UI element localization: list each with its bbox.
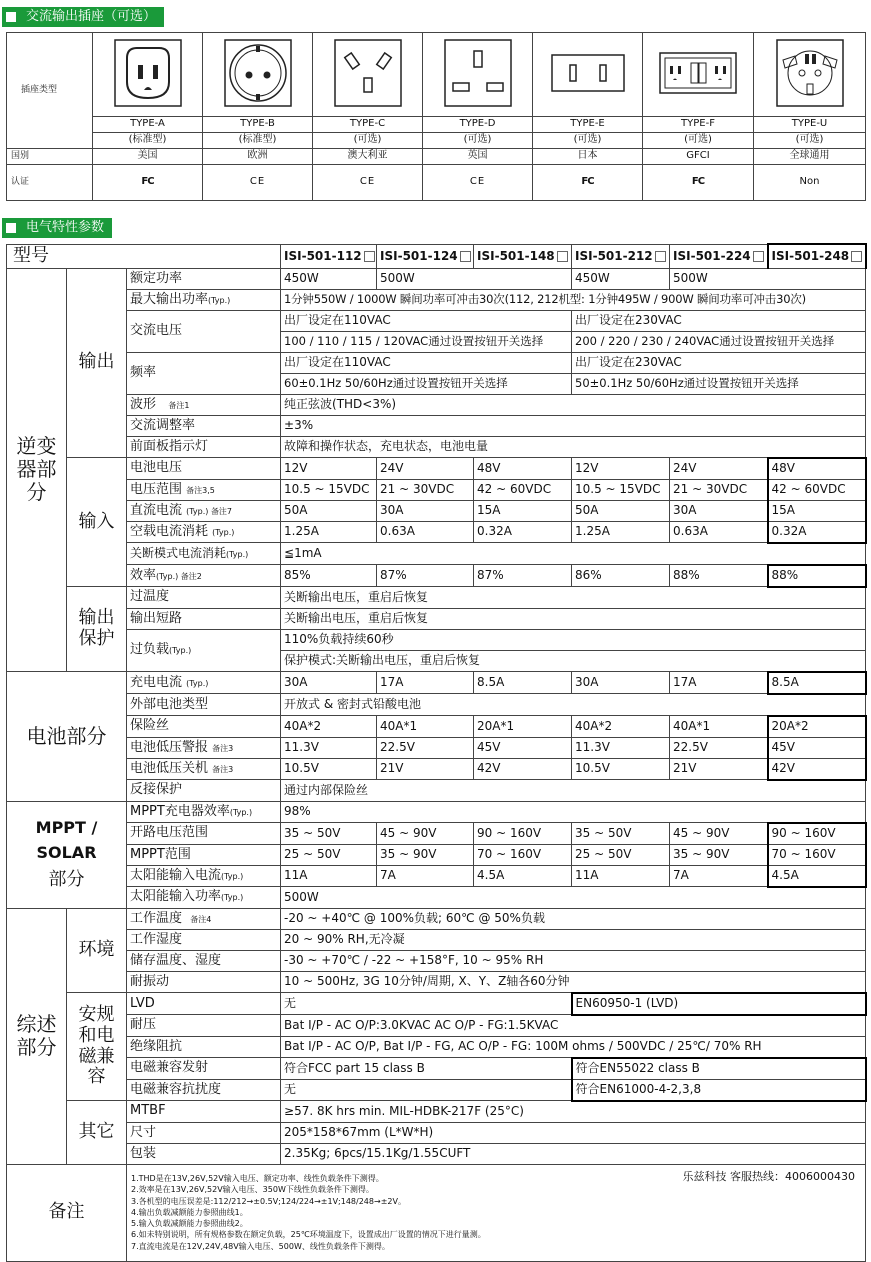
value-cell: 保护模式:关断输出电压，重启后恢复 bbox=[281, 650, 866, 672]
param-label: 频率 bbox=[127, 352, 281, 394]
value-cell: 40A*2 bbox=[281, 716, 377, 738]
value-cell: 21V bbox=[670, 758, 768, 780]
value-cell: 50A bbox=[281, 500, 377, 521]
row-no-load bbox=[7, 521, 866, 543]
socket-type-note: (可选) bbox=[754, 133, 866, 149]
value-cell: EN60950-1 (LVD) bbox=[572, 993, 866, 1015]
value-cell: 42 ~ 60VDC bbox=[768, 479, 866, 500]
type-e-socket-icon bbox=[533, 33, 643, 117]
param-label: 包装 bbox=[127, 1143, 281, 1164]
value-cell: 70 ~ 160V bbox=[474, 844, 572, 865]
param-label: 耐振动 bbox=[127, 971, 281, 993]
row-mppt-eff bbox=[7, 801, 866, 823]
value-cell: 20 ~ 90% RH,无冷凝 bbox=[281, 929, 866, 950]
country-cell: 全球通用 bbox=[754, 149, 866, 165]
value-cell: 符合EN61000-4-2,3,8 bbox=[572, 1079, 866, 1101]
row-charge-current bbox=[7, 672, 866, 694]
fcc-logo-icon: FC bbox=[643, 165, 754, 201]
value-cell: 10 ~ 500Hz, 3G 10分钟/周期, X、Y、Z轴各60分钟 bbox=[281, 971, 866, 993]
value-cell: 通过内部保险丝 bbox=[281, 780, 866, 802]
type-u-socket-icon bbox=[754, 33, 866, 117]
param-label: 过负载(Typ.) bbox=[127, 629, 281, 672]
param-label: LVD bbox=[127, 993, 281, 1015]
value-cell: 出厂设定在110VAC bbox=[281, 352, 572, 373]
model-cell: ISI-501-148 bbox=[474, 244, 572, 268]
cert-none: Non bbox=[754, 165, 866, 201]
value-cell: 20A*1 bbox=[474, 716, 572, 738]
param-label: MPPT范围 bbox=[127, 844, 281, 865]
type-b-socket-icon bbox=[203, 33, 313, 117]
value-cell: 8.5A bbox=[474, 672, 572, 694]
socket-type-note: (可选) bbox=[533, 133, 643, 149]
group-inverter: 逆变器部分 bbox=[7, 268, 67, 672]
value-cell: 21V bbox=[377, 758, 474, 780]
row-fuse bbox=[7, 716, 866, 738]
row-battery-voltage bbox=[7, 458, 866, 480]
socket-table bbox=[6, 32, 866, 201]
param-label: 储存温度、湿度 bbox=[127, 950, 281, 971]
value-cell: 故障和操作状态，充电状态，电池电量 bbox=[281, 436, 866, 458]
value-cell: 0.32A bbox=[474, 521, 572, 543]
socket-type-note: (可选) bbox=[313, 133, 423, 149]
param-label: 保险丝 bbox=[127, 716, 281, 738]
ce-logo-icon: CE bbox=[313, 165, 423, 201]
country-row bbox=[7, 149, 866, 165]
param-label: 电压范围 备注3,5 bbox=[127, 479, 281, 500]
note-line: 7.直流电流是在12V,24V,48V输入电压、500W、线性负载条件下测得。 bbox=[131, 1241, 390, 1251]
value-cell: 纯正弦波(THD<3%) bbox=[281, 394, 866, 415]
sub-safety-emc: 安规和电磁兼容 bbox=[67, 993, 127, 1101]
row-voc bbox=[7, 823, 866, 845]
param-label: 电池电压 bbox=[127, 458, 281, 480]
value-cell: 15A bbox=[768, 500, 866, 521]
value-cell: 22.5V bbox=[670, 737, 768, 758]
param-label: 太阳能输入电流(Typ.) bbox=[127, 865, 281, 887]
row-ac-voltage bbox=[7, 310, 866, 331]
value-cell: 48V bbox=[768, 458, 866, 480]
socket-type-name: TYPE-C bbox=[313, 117, 423, 133]
model-label: 型号 bbox=[7, 244, 281, 268]
type-d-socket-icon bbox=[423, 33, 533, 117]
param-label: 工作温度 备注4 bbox=[127, 908, 281, 929]
row-isolation bbox=[7, 1036, 866, 1058]
param-label: 充电电流 (Typ.) bbox=[127, 672, 281, 694]
value-cell: 50A bbox=[572, 500, 670, 521]
param-label: 波形 备注1 bbox=[127, 394, 281, 415]
value-cell: 8.5A bbox=[768, 672, 866, 694]
value-cell: 21 ~ 30VDC bbox=[670, 479, 768, 500]
row-emi bbox=[7, 1058, 866, 1080]
note-line: 4.输出负载减额能力参照曲线1。 bbox=[131, 1207, 248, 1217]
section-title-electrical: 电气特性参数 bbox=[2, 218, 112, 238]
value-cell: 45V bbox=[474, 737, 572, 758]
value-cell: 35 ~ 50V bbox=[281, 823, 377, 845]
param-label: 关断模式电流消耗(Typ.) bbox=[127, 543, 281, 565]
value-cell: 符合EN55022 class B bbox=[572, 1058, 866, 1080]
value-cell: 无 bbox=[281, 1079, 572, 1101]
row-waveform bbox=[7, 394, 866, 415]
type-f-socket-icon bbox=[643, 33, 754, 117]
row-solar-current bbox=[7, 865, 866, 887]
value-cell: 关断输出电压，重启后恢复 bbox=[281, 608, 866, 629]
value-cell: 35 ~ 90V bbox=[670, 844, 768, 865]
group-mppt: MPPT / SOLAR 部分 bbox=[7, 801, 127, 908]
row-vibration bbox=[7, 971, 866, 993]
group-notes: 备注 bbox=[7, 1164, 127, 1261]
value-cell: 0.63A bbox=[670, 521, 768, 543]
model-cell: ISI-501-248 bbox=[768, 244, 866, 268]
country-cell: 日本 bbox=[533, 149, 643, 165]
value-cell: 35 ~ 50V bbox=[572, 823, 670, 845]
value-cell: 70 ~ 160V bbox=[768, 844, 866, 865]
note-line: 5.输入负载减额能力参照曲线2。 bbox=[131, 1219, 248, 1229]
checkbox-icon bbox=[753, 251, 764, 262]
value-cell: 17A bbox=[670, 672, 768, 694]
param-label: MTBF bbox=[127, 1101, 281, 1123]
value-cell: 450W bbox=[572, 268, 670, 289]
value-cell: 25 ~ 50V bbox=[572, 844, 670, 865]
param-label: 交流调整率 bbox=[127, 415, 281, 436]
param-label: 电池低压警报 备注3 bbox=[127, 737, 281, 758]
ce-logo-icon: CE bbox=[423, 165, 533, 201]
value-cell: 45V bbox=[768, 737, 866, 758]
value-cell: 无 bbox=[281, 993, 572, 1015]
value-cell: 98% bbox=[281, 801, 866, 823]
sub-other: 其它 bbox=[67, 1101, 127, 1165]
row-rated-power bbox=[7, 268, 866, 289]
value-cell: -30 ~ +70℃ / -22 ~ +158°F, 10 ~ 95% RH bbox=[281, 950, 866, 971]
param-label: 过温度 bbox=[127, 587, 281, 609]
value-cell: 11.3V bbox=[281, 737, 377, 758]
value-cell: 85% bbox=[281, 565, 377, 587]
value-cell: 11A bbox=[281, 865, 377, 887]
socket-note-row bbox=[7, 133, 866, 149]
value-cell: 出厂设定在230VAC bbox=[572, 310, 866, 331]
socket-type-name: TYPE-A bbox=[93, 117, 203, 133]
socket-type-note: (可选) bbox=[643, 133, 754, 149]
checkbox-icon bbox=[460, 251, 471, 262]
note-line: 1.THD是在13V,26V,52V输入电压、额定功率、线性负载条件下测得。 bbox=[131, 1174, 384, 1184]
value-cell: 40A*1 bbox=[377, 716, 474, 738]
value-cell: 开放式 & 密封式铅酸电池 bbox=[281, 694, 866, 716]
value-cell: 45 ~ 90V bbox=[670, 823, 768, 845]
param-label: 前面板指示灯 bbox=[127, 436, 281, 458]
value-cell: 17A bbox=[377, 672, 474, 694]
country-label: 国别 bbox=[7, 149, 93, 165]
socket-type-name: TYPE-U bbox=[754, 117, 866, 133]
value-cell: 90 ~ 160V bbox=[474, 823, 572, 845]
value-cell: 500W bbox=[377, 268, 572, 289]
value-cell: 42V bbox=[768, 758, 866, 780]
value-cell: 30A bbox=[572, 672, 670, 694]
group-battery: 电池部分 bbox=[7, 672, 127, 802]
value-cell: 0.63A bbox=[377, 521, 474, 543]
param-label: 电池低压关机 备注3 bbox=[127, 758, 281, 780]
spec-table bbox=[6, 243, 867, 1262]
model-cell: ISI-501-112 bbox=[281, 244, 377, 268]
param-label: 额定功率 bbox=[127, 268, 281, 289]
note-line: 2.效率是在13V,26V,52V输入电压、350W下线性负载条件下测得。 bbox=[131, 1185, 374, 1195]
value-cell: 4.5A bbox=[768, 865, 866, 887]
square-bullet-icon bbox=[6, 223, 16, 233]
cert-label: 认证 bbox=[7, 165, 93, 201]
row-overload bbox=[7, 629, 866, 650]
square-bullet-icon bbox=[6, 12, 16, 22]
value-cell: 21 ~ 30VDC bbox=[377, 479, 474, 500]
value-cell: 7A bbox=[377, 865, 474, 887]
row-reverse bbox=[7, 780, 866, 802]
row-size bbox=[7, 1122, 866, 1143]
value-cell: 11A bbox=[572, 865, 670, 887]
param-label: 耐压 bbox=[127, 1015, 281, 1037]
country-cell: 欧洲 bbox=[203, 149, 313, 165]
row-short bbox=[7, 608, 866, 629]
value-cell: 90 ~ 160V bbox=[768, 823, 866, 845]
row-dc-current bbox=[7, 500, 866, 521]
model-cell: ISI-501-212 bbox=[572, 244, 670, 268]
socket-type-note: (标准型) bbox=[93, 133, 203, 149]
row-lvd bbox=[7, 993, 866, 1015]
value-cell: 205*158*67mm (L*W*H) bbox=[281, 1122, 866, 1143]
row-work-temp bbox=[7, 908, 866, 929]
param-label: 电磁兼容发射 bbox=[127, 1058, 281, 1080]
value-cell: ≥57. 8K hrs min. MIL-HDBK-217F (25°C) bbox=[281, 1101, 866, 1123]
type-c-socket-icon bbox=[313, 33, 423, 117]
model-cell: ISI-501-124 bbox=[377, 244, 474, 268]
param-label: 反接保护 bbox=[127, 780, 281, 802]
value-cell: 0.32A bbox=[768, 521, 866, 543]
socket-type-note: (标准型) bbox=[203, 133, 313, 149]
value-cell: 42 ~ 60VDC bbox=[474, 479, 572, 500]
checkbox-icon bbox=[851, 251, 862, 262]
row-off-mode bbox=[7, 543, 866, 565]
value-cell: 86% bbox=[572, 565, 670, 587]
socket-type-name: TYPE-D bbox=[423, 117, 533, 133]
row-low-alarm bbox=[7, 737, 866, 758]
value-cell: 88% bbox=[768, 565, 866, 587]
value-cell: 22.5V bbox=[377, 737, 474, 758]
param-label: 太阳能输入功率(Typ.) bbox=[127, 887, 281, 909]
value-cell: Bat I/P - AC O/P:3.0KVAC AC O/P - FG:1.5KVAC bbox=[281, 1015, 866, 1037]
socket-type-name: TYPE-F bbox=[643, 117, 754, 133]
value-cell: 10.5 ~ 15VDC bbox=[281, 479, 377, 500]
note-line: 6.如未特别说明，所有规格参数在额定负载，25℃环境温度下，设置成出厂设置的情况下进行量测。 bbox=[131, 1230, 486, 1240]
row-voltage-range bbox=[7, 479, 866, 500]
value-cell: 450W bbox=[281, 268, 377, 289]
socket-image-row bbox=[7, 33, 866, 117]
socket-type-name: TYPE-B bbox=[203, 117, 313, 133]
sub-protection: 输出保护 bbox=[67, 587, 127, 672]
note-line: 3.各机型的电压误差是:112/212→±0.5V;124/224→±1V;148/248→±2V。 bbox=[131, 1196, 406, 1206]
country-cell: 英国 bbox=[423, 149, 533, 165]
value-cell: ±3% bbox=[281, 415, 866, 436]
param-label: 电磁兼容抗扰度 bbox=[127, 1079, 281, 1101]
value-cell: 关断输出电压，重启后恢复 bbox=[281, 587, 866, 609]
notes-cell bbox=[127, 1164, 866, 1261]
socket-type-name: TYPE-E bbox=[533, 117, 643, 133]
row-regulation bbox=[7, 415, 866, 436]
model-cell: ISI-501-224 bbox=[670, 244, 768, 268]
param-label: 效率(Typ.) 备注2 bbox=[127, 565, 281, 587]
value-cell: 10.5V bbox=[572, 758, 670, 780]
cert-row bbox=[7, 165, 866, 201]
value-cell: 25 ~ 50V bbox=[281, 844, 377, 865]
value-cell: 4.5A bbox=[474, 865, 572, 887]
row-work-humidity bbox=[7, 929, 866, 950]
row-low-off bbox=[7, 758, 866, 780]
value-cell: 出厂设定在230VAC bbox=[572, 352, 866, 373]
value-cell: 10.5V bbox=[281, 758, 377, 780]
value-cell: 符合FCC part 15 class B bbox=[281, 1058, 572, 1080]
socket-type-label: 插座类型 bbox=[7, 33, 93, 149]
sub-output: 输出 bbox=[67, 268, 127, 458]
value-cell: 15A bbox=[474, 500, 572, 521]
value-cell: 30A bbox=[377, 500, 474, 521]
checkbox-icon bbox=[655, 251, 666, 262]
row-notes bbox=[7, 1164, 866, 1261]
param-label: 交流电压 bbox=[127, 310, 281, 352]
value-cell: 20A*2 bbox=[768, 716, 866, 738]
param-label: MPPT充电器效率(Typ.) bbox=[127, 801, 281, 823]
param-label: 输出短路 bbox=[127, 608, 281, 629]
value-cell: 87% bbox=[377, 565, 474, 587]
param-label: 开路电压范围 bbox=[127, 823, 281, 845]
value-cell: 50±0.1Hz 50/60Hz通过设置按钮开关选择 bbox=[572, 373, 866, 394]
row-indicator bbox=[7, 436, 866, 458]
value-cell: ≦1mA bbox=[281, 543, 866, 565]
row-pack bbox=[7, 1143, 866, 1164]
value-cell: 110%负载持续60秒 bbox=[281, 629, 866, 650]
value-cell: 12V bbox=[281, 458, 377, 480]
param-label: 外部电池类型 bbox=[127, 694, 281, 716]
param-label: 工作湿度 bbox=[127, 929, 281, 950]
value-cell: 500W bbox=[281, 887, 866, 909]
country-cell: 美国 bbox=[93, 149, 203, 165]
socket-name-row bbox=[7, 117, 866, 133]
value-cell: 40A*1 bbox=[670, 716, 768, 738]
fcc-logo-icon: FC bbox=[533, 165, 643, 201]
value-cell: 1分钟550W / 1000W 瞬间功率可冲击30次(112, 212机型: 1分钟495W / 900W 瞬间功率可冲击30次) bbox=[281, 289, 866, 310]
value-cell: 1.25A bbox=[281, 521, 377, 543]
value-cell: Bat I/P - AC O/P, Bat I/P - FG, AC O/P - FG: 100M ohms / 500VDC / 25℃/ 70% RH bbox=[281, 1036, 866, 1058]
row-storage bbox=[7, 950, 866, 971]
value-cell: 48V bbox=[474, 458, 572, 480]
row-ems bbox=[7, 1079, 866, 1101]
param-label: 尺寸 bbox=[127, 1122, 281, 1143]
param-label: 绝缘阻抗 bbox=[127, 1036, 281, 1058]
value-cell: 1.25A bbox=[572, 521, 670, 543]
param-label: 直流电流 (Typ.) 备注7 bbox=[127, 500, 281, 521]
value-cell: 10.5 ~ 15VDC bbox=[572, 479, 670, 500]
value-cell: 42V bbox=[474, 758, 572, 780]
country-cell: 澳大利亚 bbox=[313, 149, 423, 165]
value-cell: 30A bbox=[281, 672, 377, 694]
value-cell: 500W bbox=[670, 268, 866, 289]
value-cell: 11.3V bbox=[572, 737, 670, 758]
socket-type-note: (可选) bbox=[423, 133, 533, 149]
type-a-socket-icon bbox=[93, 33, 203, 117]
value-cell: -20 ~ +40℃ @ 100%负载; 60℃ @ 50%负载 bbox=[281, 908, 866, 929]
param-label: 空载电流消耗 (Typ.) bbox=[127, 521, 281, 543]
row-solar-power bbox=[7, 887, 866, 909]
model-row bbox=[7, 244, 866, 268]
value-cell: 100 / 110 / 115 / 120VAC通过设置按钮开关选择 bbox=[281, 331, 572, 352]
sub-environment: 环境 bbox=[67, 908, 127, 993]
row-over-temp bbox=[7, 587, 866, 609]
group-general: 综述部分 bbox=[7, 908, 67, 1164]
param-label: 最大输出功率(Typ.) bbox=[127, 289, 281, 310]
row-mtbf bbox=[7, 1101, 866, 1123]
value-cell: 12V bbox=[572, 458, 670, 480]
value-cell: 45 ~ 90V bbox=[377, 823, 474, 845]
value-cell: 30A bbox=[670, 500, 768, 521]
row-max-power bbox=[7, 289, 866, 310]
row-withstand bbox=[7, 1015, 866, 1037]
row-efficiency bbox=[7, 565, 866, 587]
value-cell: 出厂设定在110VAC bbox=[281, 310, 572, 331]
checkbox-icon bbox=[557, 251, 568, 262]
checkbox-icon bbox=[364, 251, 375, 262]
value-cell: 87% bbox=[474, 565, 572, 587]
hotline-text: 乐兹科技 客服热线：4006000430 bbox=[682, 1169, 856, 1183]
value-cell: 88% bbox=[670, 565, 768, 587]
row-frequency bbox=[7, 352, 866, 373]
fcc-logo-icon: FC bbox=[93, 165, 203, 201]
row-battery-type bbox=[7, 694, 866, 716]
value-cell: 2.35Kg; 6pcs/15.1Kg/1.55CUFT bbox=[281, 1143, 866, 1164]
value-cell: 24V bbox=[377, 458, 474, 480]
ce-logo-icon: CE bbox=[203, 165, 313, 201]
row-mppt-range bbox=[7, 844, 866, 865]
value-cell: 200 / 220 / 230 / 240VAC通过设置按钮开关选择 bbox=[572, 331, 866, 352]
country-cell: GFCI bbox=[643, 149, 754, 165]
value-cell: 7A bbox=[670, 865, 768, 887]
value-cell: 35 ~ 90V bbox=[377, 844, 474, 865]
value-cell: 60±0.1Hz 50/60Hz通过设置按钮开关选择 bbox=[281, 373, 572, 394]
section-title-sockets: 交流输出插座（可选） bbox=[2, 7, 164, 27]
value-cell: 24V bbox=[670, 458, 768, 480]
value-cell: 40A*2 bbox=[572, 716, 670, 738]
sub-input: 输入 bbox=[67, 458, 127, 587]
